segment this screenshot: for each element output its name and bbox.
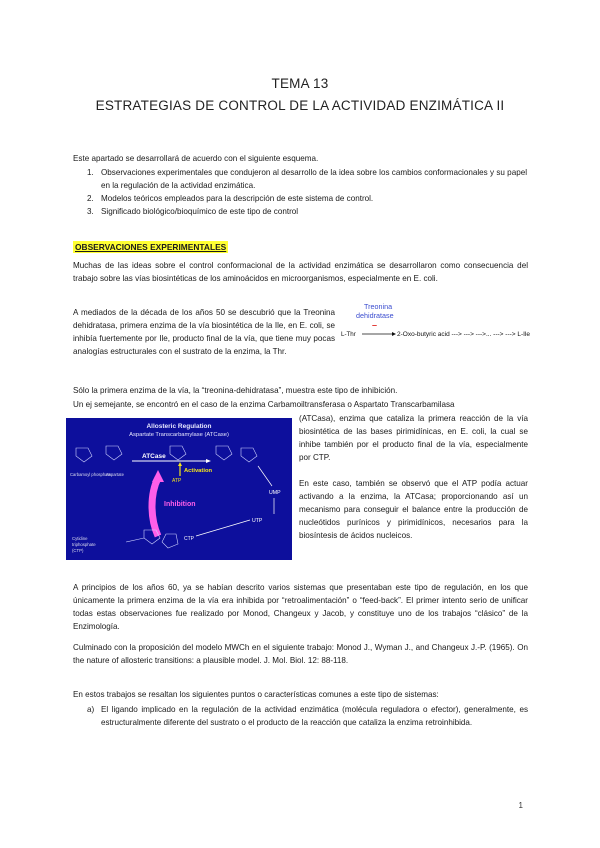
paragraph-2: A mediados de la década de los años 50 se descubrió que la Treonina dehidratasa, primera enzima de la vía biosintética de la Ile, en E. coli, se inhibía fuertemente por Ile, producto final de la vía, que tiene muy pocas analogías estructurales con el sustrato de la enzima, la Thr. [73,308,335,357]
list-text: Significado biológico/bioquímico de este tipo de control [101,207,299,217]
section-heading: OBSERVACIONES EXPERIMENTALES [75,242,227,252]
inhibit-mark: – [372,320,378,330]
list-number: 3. [87,207,94,217]
paragraph-7: Culminado con la proposición del modelo MWCh en el siguiente trabajo: Monod J., Wyman J., and Changeux J.-P. (1965). On the nature of allosteric transitions: a plausible model. J. Mol. Biol. 12: 88-118. [73,643,528,666]
points-list [87,703,528,729]
list-letter: a) [87,705,95,714]
activation-label: Activation [184,468,213,474]
list-item [87,192,527,205]
page-number: 1 [518,801,523,810]
list-text: Modelos teóricos empleados para la descripción de este sistema de control. [101,194,374,204]
inhibition-label: Inhibition [164,501,196,508]
left-label-b: Aspartate [106,472,124,477]
threonine-pathway-figure [338,298,533,342]
utp-label: UTP [252,518,263,524]
intro-paragraph: Este apartado se desarrollará de acuerdo con el siguiente esquema. [73,154,319,163]
list-number: 1. [87,168,94,177]
page-subtitle: ESTRATEGIAS DE CONTROL DE LA ACTIVIDAD ENZIMÁTICA II [95,98,505,113]
enzyme-label-1: Treonina [364,302,393,311]
atcase-regulation-figure [66,418,292,560]
list-text: Observaciones experimentales que condujeron al desarrollo de la idea sobre los cambios conformacionales y su papel en la regulación de la actividad enzimática. [101,168,527,191]
list-item [87,166,527,192]
bottom-label-a: Cytidine [72,536,88,541]
list-item [87,205,527,218]
list-item [87,703,528,729]
pathway-product: 2-Oxo-butyric acid ---> ---> --->... ---> ---> L-Ile [397,331,531,338]
outline-list [87,166,527,218]
bottom-label-b: triphosphate [72,542,96,547]
left-label-a: Carbamoyl phosphate [70,472,111,477]
paragraph-5: En este caso, también se observó que el ATP podía actuar activando a la enzima, la ATCasa; proporcionando así un mecanismo para conseguir el balance entre la producción de nucleótidos purínicos y pirimidínicos, necesarios para la biosíntesis de ácidos nucleicos. [299,479,528,541]
enzyme-label: ATCase [142,453,166,460]
atp-label: ATP [172,478,182,484]
paragraph-6: A principios de los años 60, ya se habían descrito varios sistemas que presentaban este tipo de regulación, en los que únicamente la primera enzima de la vía era inhibida por “retroalimentación” o “feed-back”. El primer intento serio de unificar todas estas observaciones fue realizado por Monod, Changeux y Jacob, y constituye uno de los trabajos “clásico” de la Enzimología. [73,583,528,632]
pathway-arrowhead [392,332,396,336]
list-number: 2. [87,194,94,204]
ctp-label: CTP [184,536,194,542]
figure-title-1: Allosteric Regulation [146,423,212,430]
paragraph-3: Sólo la primera enzima de la vía, la “treonina-dehidratasa”, muestra este tipo de inhibición. [73,386,398,395]
ump-label: UMP [269,490,281,496]
page-title: TEMA 13 [271,76,329,91]
list-text: El ligando implicado en la regulación de la actividad enzimática (molécula reguladora o efector), generalmente, es estructuralmente diferente del sustrato o el producto de la reacción que cataliza la enzima retroinhibida. [101,705,528,728]
paragraph-4-line: Un ej semejante, se encontró en el caso de la enzima Carbamoiltransferasa o Aspartato Transcarbamilasa [73,400,455,409]
pathway-start: L-Thr [341,331,356,338]
figure-title-2: Aspartate Transcarbamylase (ATCase) [129,432,229,438]
enzyme-label-2: dehidratase [356,311,394,320]
paragraph-1: Muchas de las ideas sobre el control conformacional de la actividad enzimática se desarrollaron como consecuencia del trabajo sobre las vías biosintéticas de los aminoácidos en microorganismos, especialmente en E. coli. [73,261,528,284]
paragraph-8: En estos trabajos se resaltan los siguientes puntos o características comunes a este tipo de sistemas: [73,690,439,699]
figure-background [66,418,292,560]
paragraph-4-wrap: (ATCasa), enzima que cataliza la primera reacción de la vía biosintética de las bases pirimidínicas, en E. coli, la cual se inhibe también por el producto final de la vía, especialmente por CTP. [299,414,528,463]
bottom-label-c: (CTP) [72,548,84,553]
